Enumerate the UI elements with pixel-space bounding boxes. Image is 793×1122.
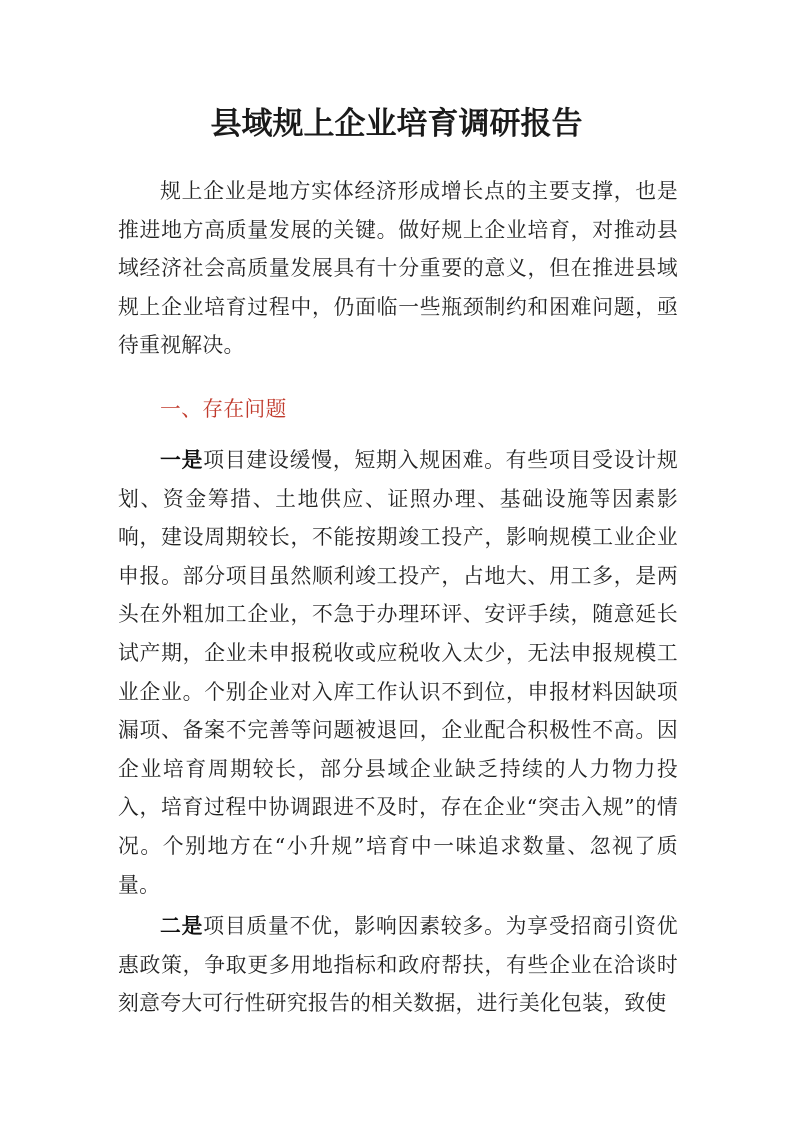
section-heading-text: 一、存在问题 — [160, 397, 287, 421]
paragraph-one — [118, 441, 678, 904]
paragraph-one-lead: 一是 — [160, 447, 204, 472]
paragraph-two-lead: 二是 — [160, 913, 204, 938]
document-title: 县域规上企业培育调研报告 — [210, 106, 583, 142]
paragraph-two — [118, 907, 678, 1023]
intro-paragraph: 规上企业是地方实体经济形成增长点的主要支撑，也是推进地方高质量发展的关键。做好规上企业培育，对推动县域经济社会高质量发展具有十分重要的意义，但在推进县域规上企业培育过程中，仍面临一些瓶颈制约和困难问题，亟待重视解决。 — [118, 179, 678, 358]
paragraph-one-text: 项目建设缓慢，短期入规困难。有些项目受设计规划、资金筹措、土地供应、证照办理、基础设施等因素影响，建设周期较长，不能按期竣工投产，影响规模工业企业申报。部分项目虽然顺利竣工投产，占地大、用工多，是两头在外粗加工企业，不急于办理环评、安评手续，随意延长试产期，企业未申报税收或应税收入太少，无法申报规模工业企业。个别企业对入库工作认识不到位，申报材料因缺项漏项、备案不完善等问题被退回，企业配合积极性不高。因企业培育周期较长，部分县域企业缺乏持续的人力物力投入，培育过程中协调跟进不及时，存在企业“突击入规”的情况。个别地方在“小升规”培育中一味追求数量、忽视了质量。 — [118, 448, 678, 897]
section-heading — [160, 390, 287, 429]
paragraph-two-text: 项目质量不优，影响因素较多。为享受招商引资优惠政策，争取更多用地指标和政府帮扶，有些企业在洽谈时刻意夸大可行性研究报告的相关数据，进行美化包装，致使 — [118, 914, 678, 1016]
